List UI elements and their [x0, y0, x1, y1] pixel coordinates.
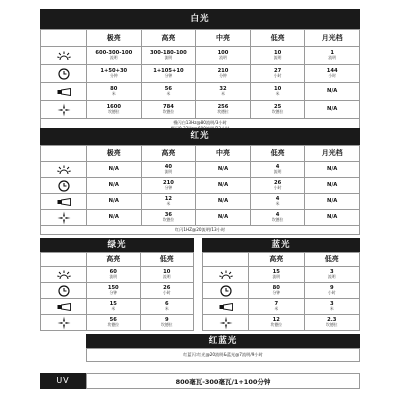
cell-unit: 米	[164, 306, 169, 312]
value-cell	[305, 83, 360, 101]
beam-distance-icon	[41, 194, 87, 210]
cell-unit: 流明	[327, 274, 336, 280]
value-cell	[87, 210, 142, 226]
corner-cell	[203, 253, 249, 267]
value-cell	[249, 299, 305, 315]
cell-value: 4	[275, 195, 280, 202]
column-header: 低亮	[140, 253, 194, 267]
value-cell	[87, 83, 142, 101]
cell-value: 56	[109, 316, 117, 323]
cell-unit: 米	[166, 91, 171, 97]
red-blue-section	[40, 334, 360, 362]
cell-unit: 坎德拉	[161, 322, 173, 328]
table-row	[203, 267, 360, 283]
cell-value: 4	[275, 211, 280, 218]
column-header: 中亮	[196, 146, 251, 162]
cell-unit: 分钟	[164, 73, 173, 79]
cell-unit: 米	[166, 201, 171, 207]
cell-value: N/A	[327, 88, 338, 95]
cell-unit: 分钟	[272, 290, 281, 296]
value-cell	[305, 210, 360, 226]
cell-value: 210	[217, 67, 229, 74]
value-cell	[87, 194, 142, 210]
table-row	[41, 283, 194, 299]
white-column-headers	[41, 30, 360, 47]
table-row	[41, 267, 194, 283]
cell-value: 144	[326, 67, 338, 74]
cell-value: 1+50+30	[100, 67, 128, 74]
cell-value: 25	[273, 103, 282, 110]
column-header: 中亮	[196, 30, 251, 47]
cell-unit: 米	[275, 91, 280, 97]
cell-unit: 米	[111, 91, 116, 97]
table-row	[41, 83, 360, 101]
value-cell	[250, 101, 305, 119]
value-cell	[305, 162, 360, 178]
cell-value: 10	[163, 268, 171, 275]
value-cell	[250, 65, 305, 83]
table-row	[41, 65, 360, 83]
cell-value: N/A	[108, 182, 119, 189]
cell-value: 12	[272, 316, 280, 323]
cell-unit: 小时	[162, 290, 171, 296]
clock-icon	[41, 283, 87, 299]
cell-value: 784	[162, 103, 174, 110]
column-header: 高亮	[87, 253, 141, 267]
blue-light-section	[202, 238, 360, 331]
column-header: 低亮	[250, 146, 305, 162]
column-header: 月光档	[305, 146, 360, 162]
cell-unit: 坎德拉	[270, 322, 282, 328]
cell-value: 15	[272, 268, 280, 275]
cell-unit: 分钟	[164, 185, 173, 191]
value-cell	[304, 315, 360, 331]
cell-value: 9	[329, 284, 334, 291]
clock-icon	[41, 65, 87, 83]
table-row	[203, 299, 360, 315]
cell-value: 210	[162, 179, 174, 186]
table-row	[41, 299, 194, 315]
corner-cell	[41, 30, 87, 47]
corner-cell	[41, 253, 87, 267]
blue-column-headers	[203, 253, 360, 267]
cell-value: 12	[164, 195, 172, 202]
cell-unit: 小时	[328, 73, 336, 79]
value-cell	[87, 65, 142, 83]
cell-unit: 坎德拉	[271, 109, 284, 115]
cell-value: 1+105+10	[153, 67, 184, 74]
value-cell	[140, 315, 194, 331]
cell-unit: 小时	[327, 290, 336, 296]
column-header: 高亮	[249, 253, 305, 267]
cell-value: 100	[217, 49, 229, 56]
value-cell	[87, 267, 141, 283]
cell-unit: 流明	[162, 274, 171, 280]
cell-unit: 流明	[272, 274, 281, 280]
cell-value: 56	[164, 85, 172, 92]
cell-value: 6	[164, 300, 169, 307]
cell-value: 2.3	[327, 316, 337, 323]
blue-light-table	[202, 252, 360, 331]
cell-value: 32	[219, 85, 227, 92]
cell-value: 40	[164, 163, 172, 170]
uv-value-box	[86, 373, 360, 389]
cell-unit: 米	[274, 306, 279, 312]
cell-unit: 流明	[219, 55, 227, 61]
value-cell	[250, 210, 305, 226]
cell-unit: 流明	[164, 169, 173, 175]
uv-label: UV	[40, 373, 86, 389]
value-cell	[249, 283, 305, 299]
value-cell	[87, 47, 142, 65]
value-cell	[304, 283, 360, 299]
cell-value: 10	[273, 49, 282, 56]
value-cell	[305, 178, 360, 194]
sun-rays-icon	[203, 267, 249, 283]
value-cell	[87, 283, 141, 299]
cell-unit: 坎德拉	[271, 217, 284, 223]
red-blue-note: 红蓝闪:红光@20流明&蓝光@7流明/9小时	[183, 352, 263, 358]
value-cell	[141, 83, 196, 101]
cell-unit: 流明	[110, 55, 118, 61]
cell-unit: 分钟	[110, 73, 118, 79]
cell-value: 7	[274, 300, 279, 307]
cell-unit: 分钟	[219, 73, 227, 79]
white-light-note-1: 慢闪白13Hz@80流明/3小时	[173, 120, 227, 125]
value-cell	[196, 194, 251, 210]
green-light-section	[40, 238, 194, 331]
cell-value: 600-300-100	[95, 49, 133, 56]
value-cell	[304, 267, 360, 283]
cell-unit: 坎德拉	[162, 217, 175, 223]
cell-value: 36	[164, 211, 172, 218]
cell-unit: 小时	[273, 185, 282, 191]
intensity-icon	[41, 315, 87, 331]
cell-unit: 流明	[273, 55, 282, 61]
cell-unit: 流明	[164, 55, 173, 61]
red-light-header: 红光	[40, 128, 360, 145]
value-cell	[196, 162, 251, 178]
table-row	[203, 283, 360, 299]
cell-unit: 米	[329, 306, 334, 312]
cell-unit: 坎德拉	[326, 322, 338, 328]
green-light-table	[40, 252, 194, 331]
cell-value: 60	[109, 268, 117, 275]
red-light-table	[40, 145, 360, 226]
red-blue-header-spacer	[40, 334, 86, 348]
intensity-icon	[41, 210, 87, 226]
table-row	[41, 47, 360, 65]
red-column-headers	[41, 146, 360, 162]
cell-value: N/A	[327, 182, 338, 189]
green-light-header: 绿光	[40, 238, 194, 252]
value-cell	[141, 194, 196, 210]
cell-value: N/A	[217, 166, 229, 173]
beam-distance-icon	[203, 299, 249, 315]
cell-value: 10	[273, 85, 282, 92]
value-cell	[141, 178, 196, 194]
clock-icon	[203, 283, 249, 299]
cell-value: 150	[107, 284, 119, 291]
value-cell	[140, 299, 194, 315]
cell-value: N/A	[217, 214, 229, 221]
cell-value: N/A	[108, 214, 119, 221]
value-cell	[305, 65, 360, 83]
value-cell	[87, 299, 141, 315]
value-cell	[304, 299, 360, 315]
table-row	[41, 162, 360, 178]
uv-value: 800毫瓦-300毫瓦/1+100分钟	[175, 377, 271, 386]
cell-unit: 坎德拉	[217, 109, 229, 115]
value-cell	[249, 267, 305, 283]
cell-value: N/A	[217, 182, 229, 189]
cell-value: N/A	[217, 198, 229, 205]
sun-rays-icon	[41, 267, 87, 283]
cell-value: N/A	[108, 166, 119, 173]
value-cell	[250, 178, 305, 194]
column-header: 月光档	[305, 30, 360, 47]
cell-value: 3	[329, 268, 334, 275]
cell-unit: 小时	[273, 73, 282, 79]
cell-value: 4	[275, 163, 280, 170]
corner-cell	[41, 146, 87, 162]
value-cell	[87, 315, 141, 331]
value-cell	[250, 162, 305, 178]
cell-value: 1600	[106, 103, 122, 110]
table-row	[41, 194, 360, 210]
value-cell	[305, 47, 360, 65]
value-cell	[141, 65, 196, 83]
intensity-icon	[41, 101, 87, 119]
cell-unit: 坎德拉	[162, 109, 175, 115]
table-row	[203, 315, 360, 331]
cell-value: N/A	[327, 198, 338, 205]
value-cell	[196, 83, 251, 101]
white-light-table	[40, 29, 360, 119]
intensity-icon	[203, 315, 249, 331]
red-light-note-1: 红闪1HZ@20流明/13小时	[174, 227, 226, 232]
cell-value: N/A	[327, 166, 338, 173]
cell-value: N/A	[327, 106, 338, 113]
beam-distance-icon	[41, 299, 87, 315]
cell-value: 27	[273, 67, 282, 74]
cell-value: 3	[329, 300, 334, 307]
value-cell	[196, 65, 251, 83]
value-cell	[305, 194, 360, 210]
white-light-section	[40, 9, 360, 134]
table-row	[41, 210, 360, 226]
value-cell	[141, 101, 196, 119]
column-header: 高亮	[141, 146, 196, 162]
value-cell	[87, 101, 142, 119]
value-cell	[305, 101, 360, 119]
cell-value: N/A	[108, 198, 119, 205]
value-cell	[196, 210, 251, 226]
cell-value: 9	[164, 316, 169, 323]
column-header: 低亮	[304, 253, 360, 267]
sun-rays-icon	[41, 47, 87, 65]
cell-value: 80	[110, 85, 118, 92]
cell-unit: 米	[275, 201, 280, 207]
value-cell	[141, 47, 196, 65]
value-cell	[250, 47, 305, 65]
cell-unit: 米	[111, 306, 116, 312]
value-cell	[196, 47, 251, 65]
value-cell	[250, 83, 305, 101]
uv-section	[40, 373, 360, 389]
cell-value: 1	[330, 49, 334, 56]
value-cell	[140, 267, 194, 283]
table-row	[41, 101, 360, 119]
cell-unit: 米	[221, 91, 225, 97]
value-cell	[196, 101, 251, 119]
cell-value: 26	[163, 284, 171, 291]
column-header: 高亮	[141, 30, 196, 47]
blue-light-header: 蓝光	[202, 238, 360, 252]
table-row	[41, 315, 194, 331]
cell-value: 300-180-100	[149, 49, 187, 56]
cell-value: 26	[273, 179, 282, 186]
cell-unit: 分钟	[109, 290, 118, 296]
red-light-notes	[40, 226, 360, 235]
value-cell	[249, 315, 305, 331]
cell-value: 256	[217, 103, 229, 110]
clock-icon	[41, 178, 87, 194]
cell-value: 15	[109, 300, 117, 307]
cell-unit: 坎德拉	[108, 109, 120, 115]
cell-value: 80	[272, 284, 280, 291]
cell-unit: 坎德拉	[107, 322, 119, 328]
column-header: 极亮	[87, 146, 142, 162]
column-header: 低亮	[250, 30, 305, 47]
table-row	[41, 178, 360, 194]
cell-unit: 流明	[273, 169, 282, 175]
cell-value: N/A	[327, 214, 338, 221]
beam-distance-icon	[41, 83, 87, 101]
green-column-headers	[41, 253, 194, 267]
value-cell	[140, 283, 194, 299]
red-blue-header: 红蓝光	[86, 334, 360, 348]
cell-unit: 流明	[109, 274, 118, 280]
red-light-section	[40, 128, 360, 235]
column-header: 极亮	[87, 30, 142, 47]
red-blue-note-box	[86, 348, 360, 362]
value-cell	[87, 178, 142, 194]
cell-unit: 流明	[328, 55, 336, 61]
value-cell	[87, 162, 142, 178]
sun-rays-icon	[41, 162, 87, 178]
value-cell	[250, 194, 305, 210]
value-cell	[141, 162, 196, 178]
value-cell	[196, 178, 251, 194]
white-light-header: 白光	[40, 9, 360, 29]
value-cell	[141, 210, 196, 226]
